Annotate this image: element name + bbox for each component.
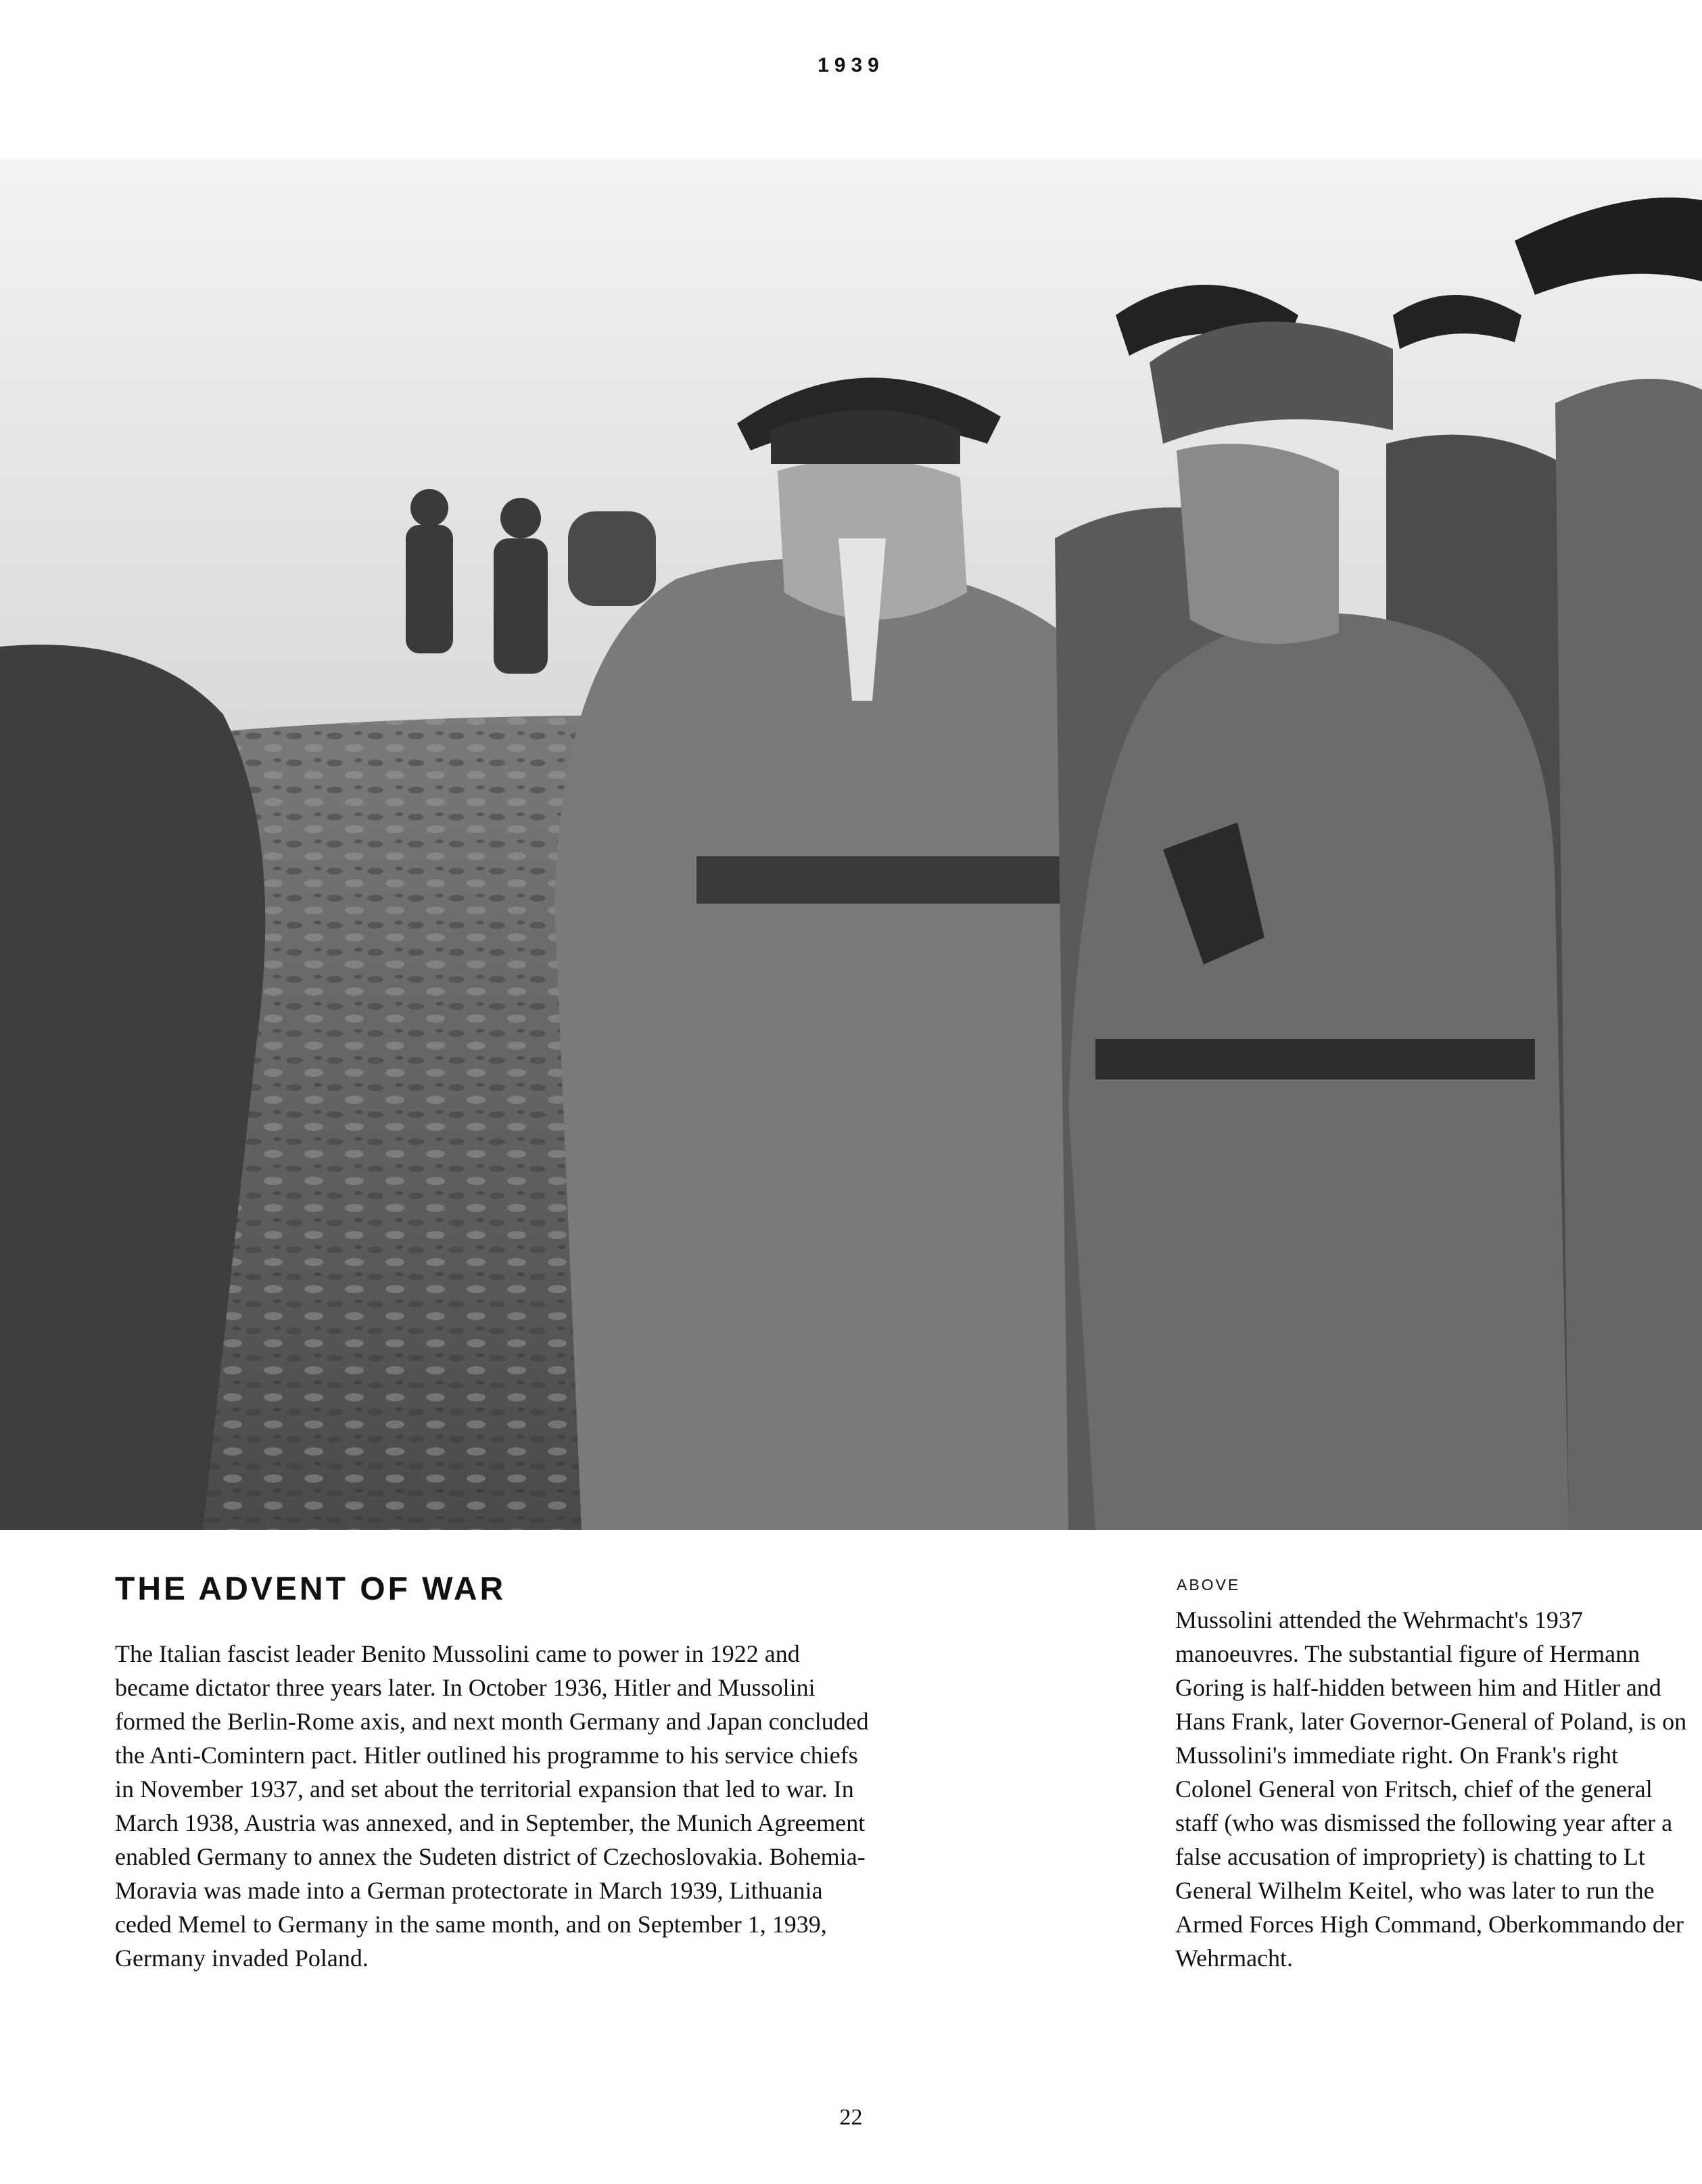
article-heading: THE ADVENT OF WAR bbox=[115, 1571, 506, 1607]
running-head: 1939 bbox=[818, 54, 884, 76]
page-number: 22 bbox=[839, 2105, 863, 2130]
article-body: The Italian fascist leader Benito Mussolini came to power in 1922 and became dictator three years later. In October 1936, Hitler and Mussolini formed the Berlin-Rome axis, and next month Germany and Japan concluded the Anti-Comintern pact. Hitler outlined his programme to his service chiefs in November 1937, and set about the territorial expansion that led to war. In March 1938, Austria was annexed, and in September, the Munich Agreement enabled Germany to annex the Sudeten district of Czechoslovakia. Bohemia-Moravia was made into a German protectorate in March 1939, Lithuania ceded Memel to Germany in the same month, and on September 1, 1939, Germany invaded Poland. bbox=[115, 1640, 869, 1972]
photo-illustration bbox=[0, 160, 1702, 1530]
photo-caption: Mussolini attended the Wehrmacht's 1937 manoeuvres. The substantial figure of Hermann Goring is half-hidden between him and Hitler and Hans Frank, later Governor-General of Poland, is on Mussolini's immediate right. On Frank's right Colonel General von Fritsch, chief of the general staff (who was dismissed the following year after a false accusation of impropriety) is chatting to Lt General Wilhelm Keitel, who was later to run the Armed Forces High Command, Oberkommando der Wehrmacht. bbox=[1175, 1606, 1687, 1972]
photograph bbox=[0, 160, 1702, 1530]
caption-label: ABOVE bbox=[1177, 1576, 1241, 1594]
